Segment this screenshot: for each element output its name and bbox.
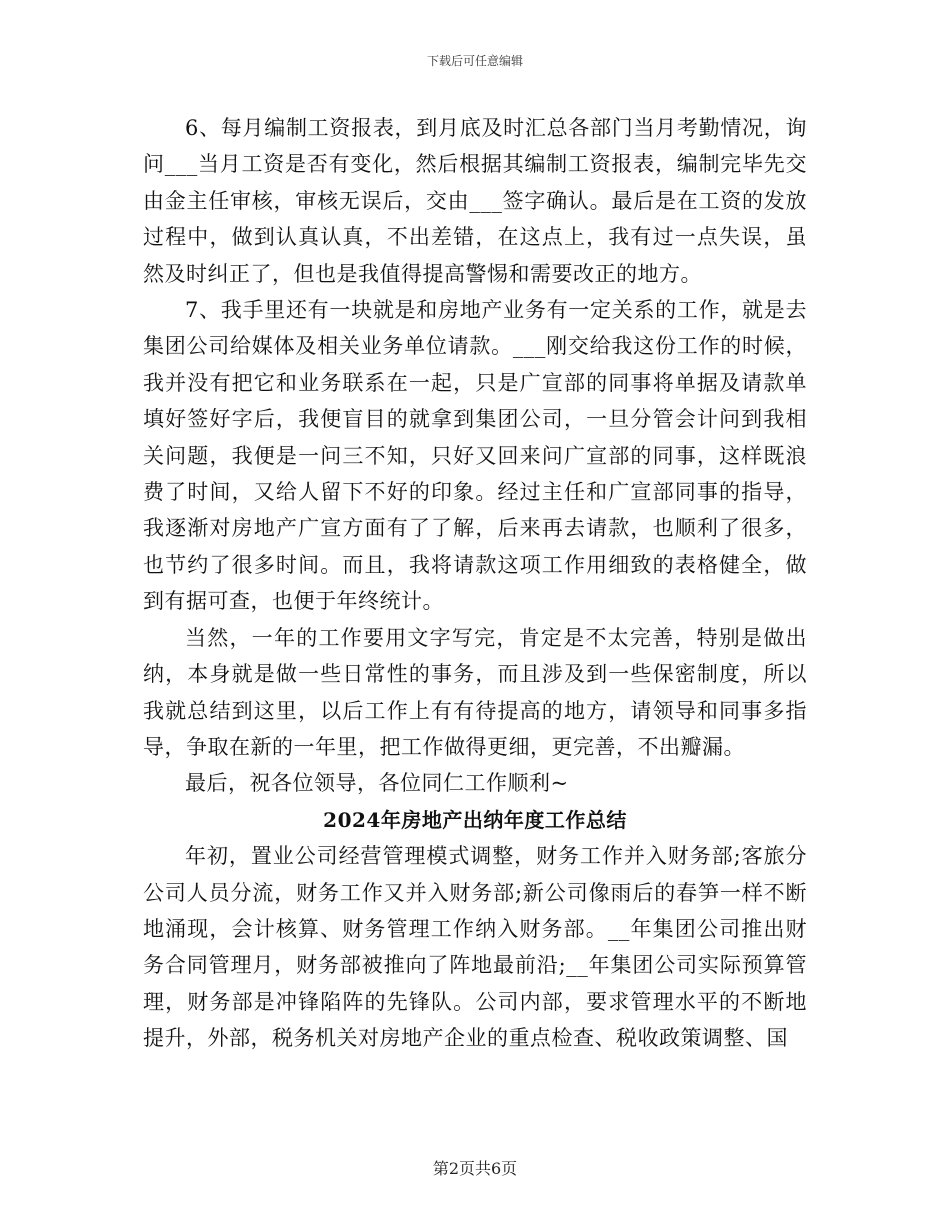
page-number: 第2页共6页 — [432, 1159, 518, 1178]
document-body — [143, 110, 807, 1057]
paragraph-item-6: 6、每月编制工资报表，到月底及时汇总各部门当月考勤情况，询问___当月工资是否有变化，然后根据其编制工资报表，编制完毕先交由金主任审核，审核无误后，交由___签字确认。最后是在工资的发放过程中，做到认真认真，不出差错，在这点上，我有过一点失误，虽然及时纠正了，但也是我值得提高警惕和需要改正的地方。 — [143, 116, 807, 286]
paragraph-year-start: 年初，置业公司经营管理模式调整，财务工作并入财务部;客旅分公司人员分流，财务工作又并入财务部;新公司像雨后的春笋一样不断地涌现，会计核算、财务管理工作纳入财务部。__年集团公司推出财务合同管理月，财务部被推向了阵地最前沿;__年集团公司实际预算管理，财务部是冲锋陷阵的先锋队。公司内部，要求管理水平的不断地提升，外部，税务机关对房地产企业的重点检查、税收政策调整、国 — [143, 844, 807, 1051]
section-title: 2024年房地产出纳年度工作总结 — [323, 807, 627, 832]
paragraph-item-7: 7、我手里还有一块就是和房地产业务有一定关系的工作，就是去集团公司给媒体及相关业务单位请款。___刚交给我这份工作的时候，我并没有把它和业务联系在一起，只是广宣部的同事将单据及请款单填好签好字后，我便盲目的就拿到集团公司，一旦分管会计问到我相关问题，我便是一问三不知，只好又回来问广宣部的同事，这样既浪费了时间，又给人留下不好的印象。经过主任和广宣部同事的指导，我逐渐对房地产广宣方面有了了解，后来再去请款，也顺利了很多，也节约了很多时间。而且，我将请款这项工作用细致的表格健全，做到有据可查，也便于年终统计。 — [143, 298, 807, 614]
paragraph-closing-remarks: 当然，一年的工作要用文字写完，肯定是不太完善，特别是做出纳，本身就是做一些日常性的事务，而且涉及到一些保密制度，所以我就总结到这里，以后工作上有有待提高的地方，请领导和同事多指导，争取在新的一年里，把工作做得更细，更完善，不出瓣漏。 — [143, 625, 807, 759]
paragraph-final-wishes: 最后，祝各位领导，各位同仁工作顺利~ — [185, 771, 569, 796]
page-header-note: 下载后可任意编辑 — [426, 54, 523, 68]
